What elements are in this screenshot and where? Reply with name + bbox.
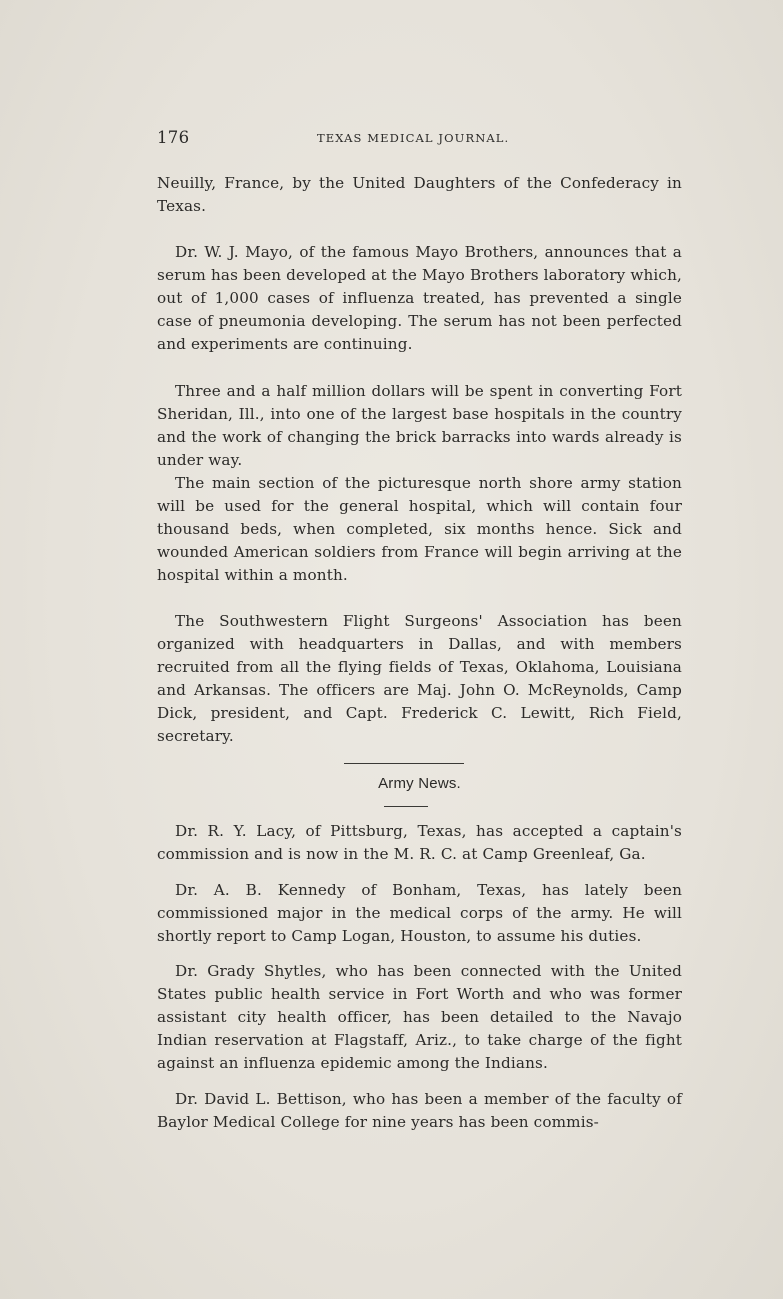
page-number: 176 <box>157 128 190 147</box>
section-heading-army-news: Army News. <box>378 775 461 792</box>
section-rule-top <box>344 763 464 764</box>
paragraph-kennedy: Dr. A. B. Kennedy of Bonham, Texas, has lately been commissioned major in the medical corps of the army. He will shortly report to Camp Logan, Houston, to assume his duties. <box>157 881 682 945</box>
paragraph-flight-surgeons: The Southwestern Flight Surgeons' Association has been organized with headquarters in Dallas, and with members recruited from all the flying fields of Texas, Oklahoma, Louisiana and Arkansas. The officers are Maj. John O. McReynolds, Camp Dick, president, and Capt. Frederick C. Lewitt, Rich Field, secretary. <box>157 612 682 745</box>
paragraph-north-shore-station: The main section of the picturesque north shore army station will be used for the general hospital, which will contain four thousand beds, when completed, six months hence. Sick and wounded American soldiers from France will begin arriving at the hospital within a month. <box>157 474 682 584</box>
paragraph-confederacy: Neuilly, France, by the United Daughters of the Confederacy in Texas. <box>157 174 682 215</box>
page-header <box>157 128 682 152</box>
paragraph-lacy: Dr. R. Y. Lacy, of Pittsburg, Texas, has accepted a captain's commission and is now in the M. R. C. at Camp Greenleaf, Ga. <box>157 822 682 863</box>
journal-title: TEXAS MEDICAL JOURNAL. <box>317 131 510 145</box>
section-rule-bottom <box>384 806 428 807</box>
paragraph-mayo-serum: Dr. W. J. Mayo, of the famous Mayo Brothers, announces that a serum has been developed at the Mayo Brothers laboratory which, out of 1,000 cases of influenza treated, has prevented a single case of pneumonia developing. The serum has not been perfected and experiments are continuing. <box>157 243 682 353</box>
paragraph-bettison: Dr. David L. Bettison, who has been a member of the faculty of Baylor Medical College for nine years has been commis- <box>157 1090 682 1131</box>
paragraph-shytles: Dr. Grady Shytles, who has been connected with the United States public health service in Fort Worth and who was former assistant city health officer, has been detailed to the Navajo Indian reservation at Flagstaff, Ariz., to take charge of the fight against an influenza epidemic among the Indians. <box>157 962 682 1072</box>
paragraph-fort-sheridan: Three and a half million dollars will be spent in converting Fort Sheridan, Ill., into one of the largest base hospitals in the country and the work of changing the brick barracks into wards already is under way. <box>157 382 682 469</box>
